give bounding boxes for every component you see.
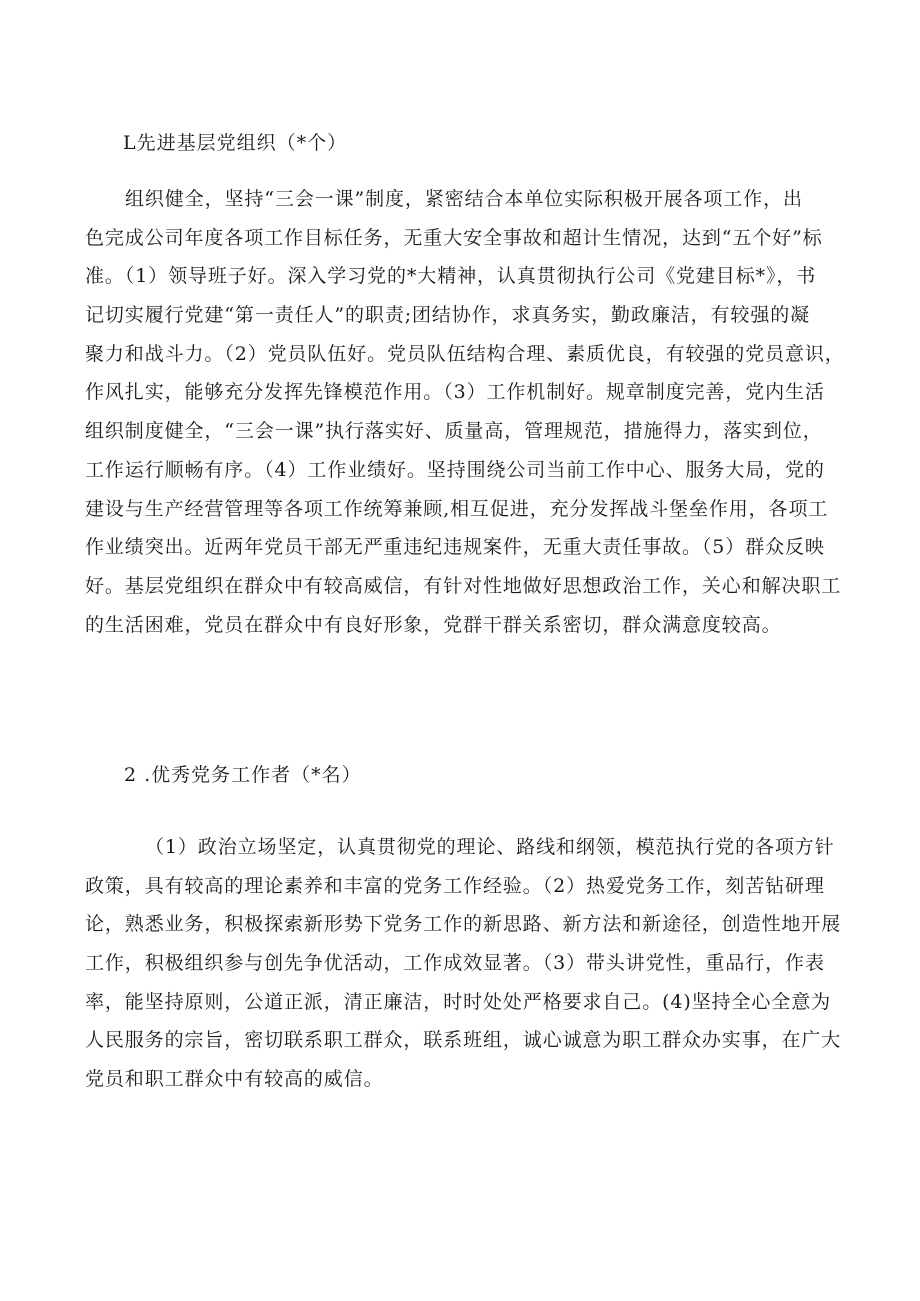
paragraph-line: 建设与生产经营管理等各项工作统筹兼顾,相互促进，充分发挥战斗堡垒作用，各项工 xyxy=(85,497,829,520)
section-1-heading: L先进基层党组织（*个） xyxy=(123,132,348,154)
paragraph-line: 组织健全，坚持“三会一课”制度，紧密结合本单位实际积极开展各项工作，出 xyxy=(125,188,803,210)
paragraph-line: 记切实履行党建“第一责任人”的职责;团结协作，求真务实，勤政廉洁，有较强的凝 xyxy=(85,304,811,327)
paragraph-line: 率，能坚持原则，公道正派，清正廉洁，时时处处严格要求自己。(4)坚持全心全意为 xyxy=(85,990,832,1013)
paragraph-line: 准。（1）领导班子好。深入学习党的*大精神，认真贯彻执行公司《党建目标*》，书 xyxy=(85,265,817,288)
paragraph-line: 聚力和战斗力。（2）党员队伍好。党员队伍结构合理、素质优良，有较强的党员意识， xyxy=(85,342,845,365)
paragraph-line: 作业绩突出。近两年党员干部无严重违纪违规案件，无重大责任事故。（5）群众反映 xyxy=(85,536,825,559)
paragraph-line: 色完成公司年度各项工作目标任务，无重大安全事故和超计生情况，达到“五个好”标 xyxy=(85,226,823,249)
paragraph-line: 工作，积极组织参与创先争优活动，工作成效显著。（3）带头讲党性，重品行，作表 xyxy=(85,952,825,975)
section-1-paragraph xyxy=(85,180,845,644)
section-2-heading: 2 .优秀党务工作者（*名） xyxy=(124,764,362,786)
paragraph-line: 的生活困难，党员在群众中有良好形象，党群干群关系密切，群众满意度较高。 xyxy=(85,613,782,636)
paragraph-line: （1）政治立场坚定，认真贯彻党的理论、路线和纲领，模范执行党的各项方针 xyxy=(145,836,835,858)
paragraph-line: 好。基层党组织在群众中有较高威信，有针对性地做好思想政治工作，关心和解决职工 xyxy=(85,574,842,597)
paragraph-line: 人民服务的宗旨，密切联系职工群众，联系班组，诚心诚意为职工群众办实事，在广大 xyxy=(85,1029,842,1052)
paragraph-line: 论，熟悉业务，积极探索新形势下党务工作的新思路、新方法和新途径，创造性地开展 xyxy=(85,913,842,936)
paragraph-line: 政策，具有较高的理论素养和丰富的党务工作经验。（2）热爱党务工作，刻苦钻研理 xyxy=(85,874,825,897)
paragraph-line: 作风扎实，能够充分发挥先锋模范作用。（3）工作机制好。规章制度完善，党内生活 xyxy=(85,381,825,404)
paragraph-line: 工作运行顺畅有序。（4）工作业绩好。坚持围绕公司当前工作中心、服务大局，党的 xyxy=(85,458,825,481)
paragraph-line: 组织制度健全，“三会一课”执行落实好、质量高，管理规范，措施得力，落实到位， xyxy=(85,420,823,443)
section-2-paragraph xyxy=(85,828,842,1099)
paragraph-line: 党员和职工群众中有较高的威信。 xyxy=(85,1068,384,1091)
